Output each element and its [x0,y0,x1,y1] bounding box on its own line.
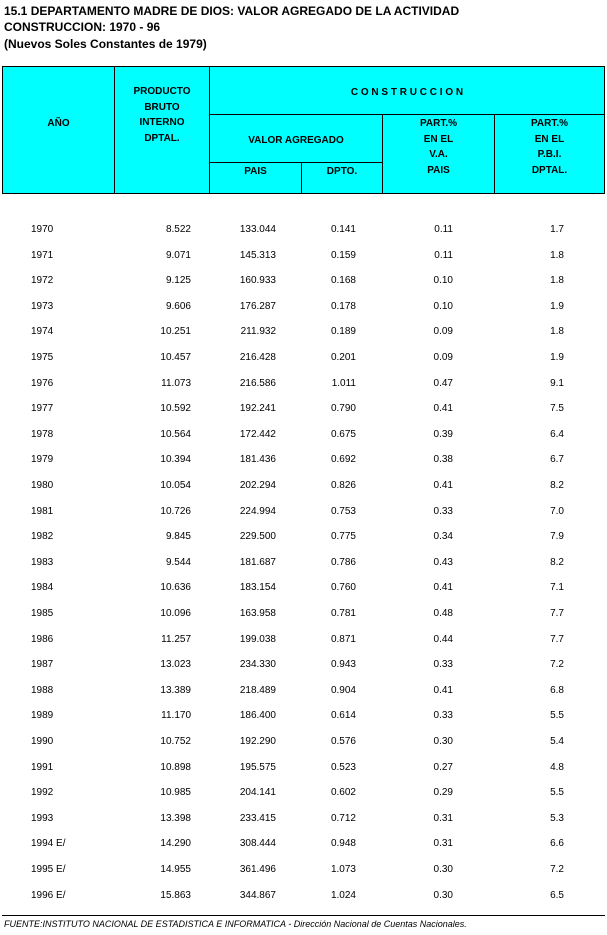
cell-pbi: 10.457 [160,352,191,363]
cell-pais: 133.044 [239,224,276,235]
cell-pais: 229.500 [239,531,276,543]
table-row [0,429,607,454]
cell-pais: 344.867 [239,889,276,901]
cell-pais: 181.436 [239,454,276,466]
cell-year: 1984 [31,582,54,594]
header-dpto: DPTO. [326,166,358,177]
table-row [0,890,607,915]
cell-pbi: 13.398 [160,812,191,824]
cell-part-va: 0.27 [433,761,453,773]
table-row [0,787,607,812]
table-subtitle: CONSTRUCCION: 1970 - 96 [4,20,161,34]
cell-dpto: 0.760 [330,582,356,594]
cell-year: 1981 [31,505,54,517]
cell-dpto: 0.753 [330,505,356,517]
table-row [0,403,607,428]
cell-part-pbi: 6.4 [550,428,564,440]
cell-part-va: 0.33 [433,710,453,722]
table-row [0,378,607,403]
cell-pbi: 10.394 [160,454,191,466]
cell-part-pbi: 7.7 [550,608,564,619]
cell-part-va: 0.10 [433,300,453,312]
header-pais: PAIS [244,166,267,177]
cell-year: 1993 [31,812,54,824]
cell-part-va: 0.29 [433,787,453,799]
cell-part-pbi: 1.9 [550,352,564,363]
cell-dpto: 0.948 [330,838,356,850]
cell-part-pbi: 8.2 [550,556,564,568]
cell-part-pbi: 7.2 [550,864,564,875]
cell-pais: 199.038 [239,633,276,645]
cell-pais: 218.489 [239,684,276,696]
header-pbi-line: BRUTO [144,101,180,113]
table-row [0,506,607,531]
cell-year: 1978 [31,428,54,440]
cell-part-va: 0.41 [433,403,453,415]
cell-part-va: 0.33 [433,505,453,517]
cell-part-pbi: 5.3 [550,812,564,824]
header-pbi [115,84,209,146]
table-row [0,659,607,684]
cell-pbi: 10.054 [160,480,191,491]
table-row [0,326,607,351]
cell-pbi: 14.290 [160,838,191,850]
header-pbi-line: DPTAL. [144,132,180,144]
cell-dpto: 0.178 [330,300,356,312]
cell-pbi: 11.170 [161,710,191,722]
table-row [0,250,607,275]
cell-part-pbi: 5.4 [550,736,564,747]
cell-dpto: 0.712 [330,812,356,824]
cell-pbi: 10.636 [160,582,191,594]
cell-part-pbi: 6.8 [550,684,564,696]
cell-part-pbi: 4.8 [550,761,564,773]
table-row [0,301,607,326]
cell-part-va: 0.48 [433,608,453,619]
cell-year: 1985 [31,608,54,619]
cell-pbi: 13.023 [160,659,191,671]
cell-dpto: 0.168 [330,275,356,287]
cell-pais: 211.932 [240,326,276,338]
cell-part-pbi: 7.2 [550,659,564,671]
cell-pais: 204.141 [239,787,276,799]
cell-year: 1992 [31,787,54,799]
cell-dpto: 0.943 [330,659,356,671]
cell-part-va: 0.41 [433,684,453,696]
cell-part-pbi: 5.5 [550,787,564,799]
table-row [0,224,607,249]
cell-part-va: 0.09 [433,352,453,363]
cell-part-va: 0.31 [433,838,453,850]
cell-pbi: 9.845 [165,531,191,543]
cell-pais: 172.442 [239,428,276,440]
cell-pbi: 10.564 [160,428,191,440]
cell-part-va: 0.11 [434,224,453,235]
cell-year: 1976 [31,377,54,389]
footer-rule [2,915,605,916]
table-header [2,66,605,194]
cell-part-pbi: 6.5 [550,889,564,901]
cell-pbi: 13.389 [160,684,191,696]
cell-part-va: 0.34 [433,531,453,543]
cell-year: 1990 [31,736,54,747]
table-row [0,480,607,505]
cell-year: 1977 [31,403,54,415]
cell-year: 1989 [31,710,54,722]
table-row [0,582,607,607]
cell-pais: 160.933 [239,275,276,287]
cell-pais: 308.444 [239,838,276,850]
cell-dpto: 0.189 [330,326,356,338]
header-part-va-line: PART.% [419,118,458,129]
table-row [0,531,607,556]
cell-dpto: 0.675 [330,428,356,440]
header-part-pbi-line: PART.% [530,118,569,129]
table-row [0,454,607,479]
cell-part-pbi: 6.7 [550,454,564,466]
cell-pais: 183.154 [239,582,276,594]
cell-dpto: 0.614 [330,710,356,722]
cell-dpto: 1.011 [331,377,356,389]
table-row [0,710,607,735]
cell-pais: 233.415 [239,812,276,824]
table-row [0,736,607,761]
cell-part-va: 0.47 [433,377,453,389]
cell-part-va: 0.33 [433,659,453,671]
cell-pbi: 10.726 [160,505,191,517]
cell-part-va: 0.41 [433,480,453,491]
header-part-pbi-line: EN EL [534,133,565,145]
cell-year: 1986 [31,633,54,645]
cell-dpto: 0.692 [330,454,356,466]
cell-pais: 181.687 [239,556,276,568]
cell-pbi: 15.863 [160,889,191,901]
header-part-va-line: V.A. [429,149,448,160]
cell-part-pbi: 7.5 [550,403,564,415]
cell-pbi: 9.544 [165,556,191,568]
cell-pais: 216.428 [239,352,276,363]
cell-part-va: 0.09 [433,326,453,338]
cell-year: 1983 [31,556,54,568]
cell-year: 1980 [31,480,54,491]
cell-part-pbi: 7.0 [550,505,564,517]
header-year: AÑO [47,118,70,129]
cell-dpto: 1.024 [330,889,356,901]
cell-pais: 216.586 [239,377,276,389]
cell-year: 1973 [31,300,54,312]
cell-part-va: 0.44 [433,633,453,645]
cell-pais: 202.294 [239,480,276,491]
cell-pais: 192.241 [239,403,276,415]
cell-part-pbi: 9.1 [550,377,564,389]
cell-year: 1988 [31,684,54,696]
table-row [0,838,607,863]
cell-year: 1991 [31,761,54,773]
cell-pbi: 14.955 [160,864,191,875]
cell-part-va: 0.30 [433,736,453,747]
cell-part-pbi: 1.8 [550,249,564,261]
cell-dpto: 0.790 [330,403,356,415]
cell-pbi: 10.752 [160,736,191,747]
cell-part-pbi: 1.8 [550,326,564,338]
cell-part-va: 0.41 [433,582,453,594]
cell-part-pbi: 1.9 [550,300,564,312]
cell-part-pbi: 1.8 [550,275,564,287]
cell-part-va: 0.38 [433,454,453,466]
cell-year: 1970 [31,224,54,235]
table-row [0,864,607,889]
table-row [0,352,607,377]
table-row [0,685,607,710]
cell-part-pbi: 7.7 [550,633,564,645]
cell-pais: 361.496 [239,864,276,875]
cell-part-va: 0.43 [433,556,453,568]
header-part-va-line: PAIS [427,164,450,176]
cell-year: 1995 E/ [31,864,66,875]
cell-dpto: 0.141 [330,224,356,235]
cell-pais: 186.400 [239,710,276,722]
cell-dpto: 0.904 [330,684,356,696]
cell-year: 1971 [31,249,54,261]
cell-pbi: 11.073 [161,377,191,389]
cell-dpto: 0.576 [330,736,356,747]
cell-pais: 195.575 [239,761,276,773]
header-part-pbi-line: DPTAL. [531,164,568,176]
cell-dpto: 0.786 [330,556,356,568]
cell-part-va: 0.30 [433,889,453,901]
cell-pbi: 11.257 [161,633,191,645]
header-part-pbi [495,116,604,178]
cell-year: 1979 [31,454,54,466]
header-construccion: C O N S T R U C C I O N [350,87,464,98]
cell-pais: 163.958 [239,608,276,619]
source-note: FUENTE:INSTITUTO NACIONAL DE ESTADISTICA E INFORMATICA - Dirección Nacional de Cuentas Nacionales. [4,919,467,929]
header-pbi-line: PRODUCTO [133,86,191,97]
table-row [0,634,607,659]
header-valor-agregado: VALOR AGREGADO [248,135,344,146]
table-title: 15.1 DEPARTAMENTO MADRE DE DIOS: VALOR AGREGADO DE LA ACTIVIDAD [4,4,460,18]
cell-part-va: 0.39 [433,428,453,440]
cell-pbi: 9.071 [165,249,191,261]
table-row [0,275,607,300]
header-divider [209,114,604,115]
cell-part-pbi: 7.1 [550,582,564,594]
cell-part-va: 0.30 [433,864,453,875]
cell-pais: 176.287 [239,300,276,312]
cell-part-pbi: 8.2 [550,480,564,491]
cell-year: 1982 [31,531,54,543]
cell-dpto: 0.781 [330,608,356,619]
cell-dpto: 0.775 [330,531,356,543]
header-part-va-line: EN EL [423,133,454,145]
cell-dpto: 0.871 [330,633,356,645]
header-pbi-line: INTERNO [139,117,185,128]
cell-part-va: 0.11 [434,249,453,261]
cell-pbi: 10.251 [160,326,191,338]
cell-part-va: 0.10 [433,275,453,287]
cell-dpto: 0.826 [330,480,356,491]
cell-pbi: 10.096 [160,608,191,619]
cell-dpto: 0.201 [330,352,356,363]
cell-year: 1994 E/ [31,838,66,850]
header-part-pbi-line: P.B.I. [537,149,562,160]
table-units: (Nuevos Soles Constantes de 1979) [4,37,207,51]
cell-pbi: 10.985 [160,787,191,799]
table-row [0,762,607,787]
cell-part-pbi: 5.5 [550,710,564,722]
cell-year: 1996 E/ [31,889,66,901]
cell-part-pbi: 1.7 [550,224,564,235]
cell-year: 1987 [31,659,54,671]
table-row [0,813,607,838]
cell-dpto: 1.073 [330,864,356,875]
cell-pbi: 9.606 [165,300,191,312]
cell-part-va: 0.31 [433,812,453,824]
cell-dpto: 0.523 [330,761,356,773]
cell-dpto: 0.602 [330,787,356,799]
cell-pais: 145.313 [239,249,276,261]
table-row [0,557,607,582]
cell-year: 1972 [31,275,54,287]
cell-year: 1974 [31,326,54,338]
cell-pais: 192.290 [239,736,276,747]
table-row [0,608,607,633]
cell-pbi: 8.522 [165,224,191,235]
cell-pbi: 10.592 [160,403,191,415]
cell-year: 1975 [31,352,54,363]
cell-pbi: 10.898 [160,761,191,773]
cell-pbi: 9.125 [165,275,191,287]
header-part-va [383,116,494,178]
cell-part-pbi: 6.6 [550,838,564,850]
cell-dpto: 0.159 [330,249,356,261]
cell-pais: 224.994 [239,505,276,517]
cell-pais: 234.330 [239,659,276,671]
cell-part-pbi: 7.9 [550,531,564,543]
header-divider [209,162,383,163]
